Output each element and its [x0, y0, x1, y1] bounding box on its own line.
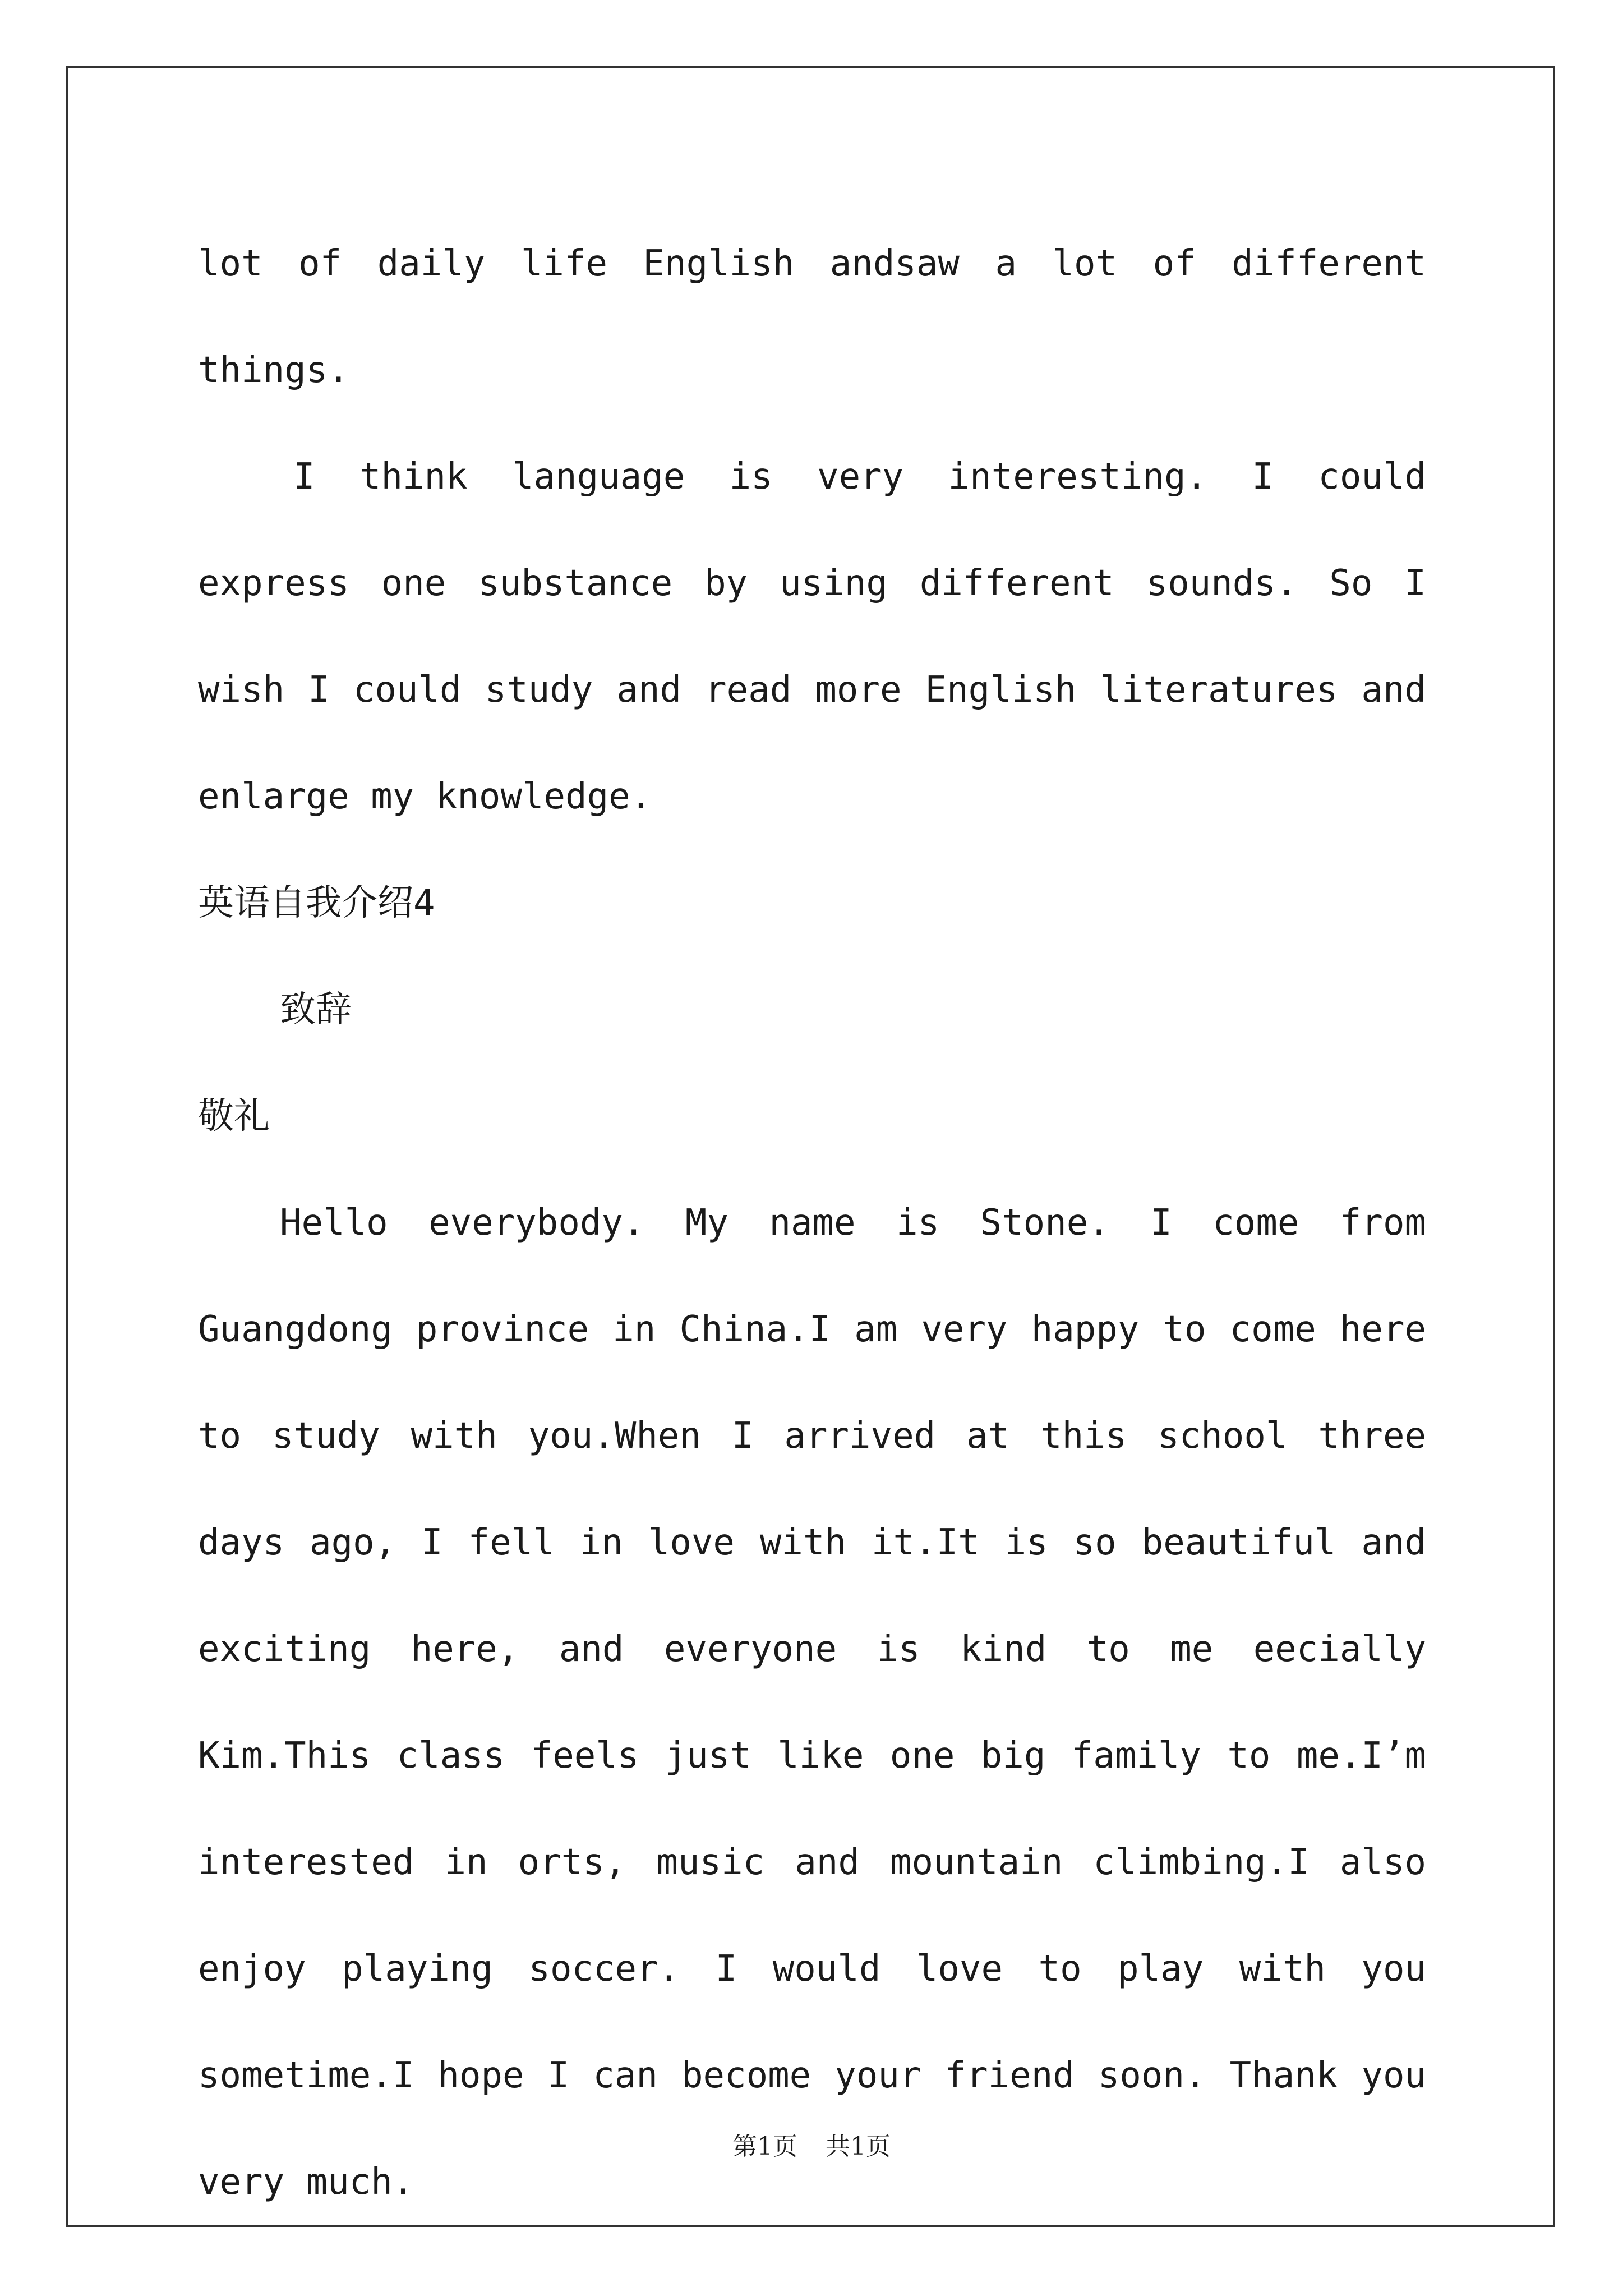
paragraph-continuation: lot of daily life English andsaw a lot of different things. [198, 243, 1426, 391]
page-footer [0, 2126, 1623, 2162]
document-body [198, 210, 1426, 2235]
closing-line: 敬礼 [198, 1096, 270, 1137]
page-number-current: 第1页 [732, 2132, 797, 2161]
paragraph-introduction: Hello everybody. My name is Stone. I come from Guangdong province in China.I am very happy to come here to study with you.When I arrived at this school three days ago, I fell in love with it.It is so beautiful and exciting here, and everyone is kind to me eecially Kim.This class feels just like one big family to me.I’m interested in orts, music and mountain climbing.I also enjoy playing soccer. I would love to play with you sometime.I hope I can become your friend soon. Thank you very much. [198, 1202, 1426, 2203]
salutation-line: 致辞 [280, 989, 352, 1030]
section-heading: 英语自我介绍4 [198, 882, 435, 924]
paragraph-language: I think language is very interesting. I could express one substance by using different sounds. So I wish I could study and read more English literatures and enlarge my knowledge. [198, 456, 1426, 817]
page-number-total: 共1页 [826, 2132, 891, 2161]
